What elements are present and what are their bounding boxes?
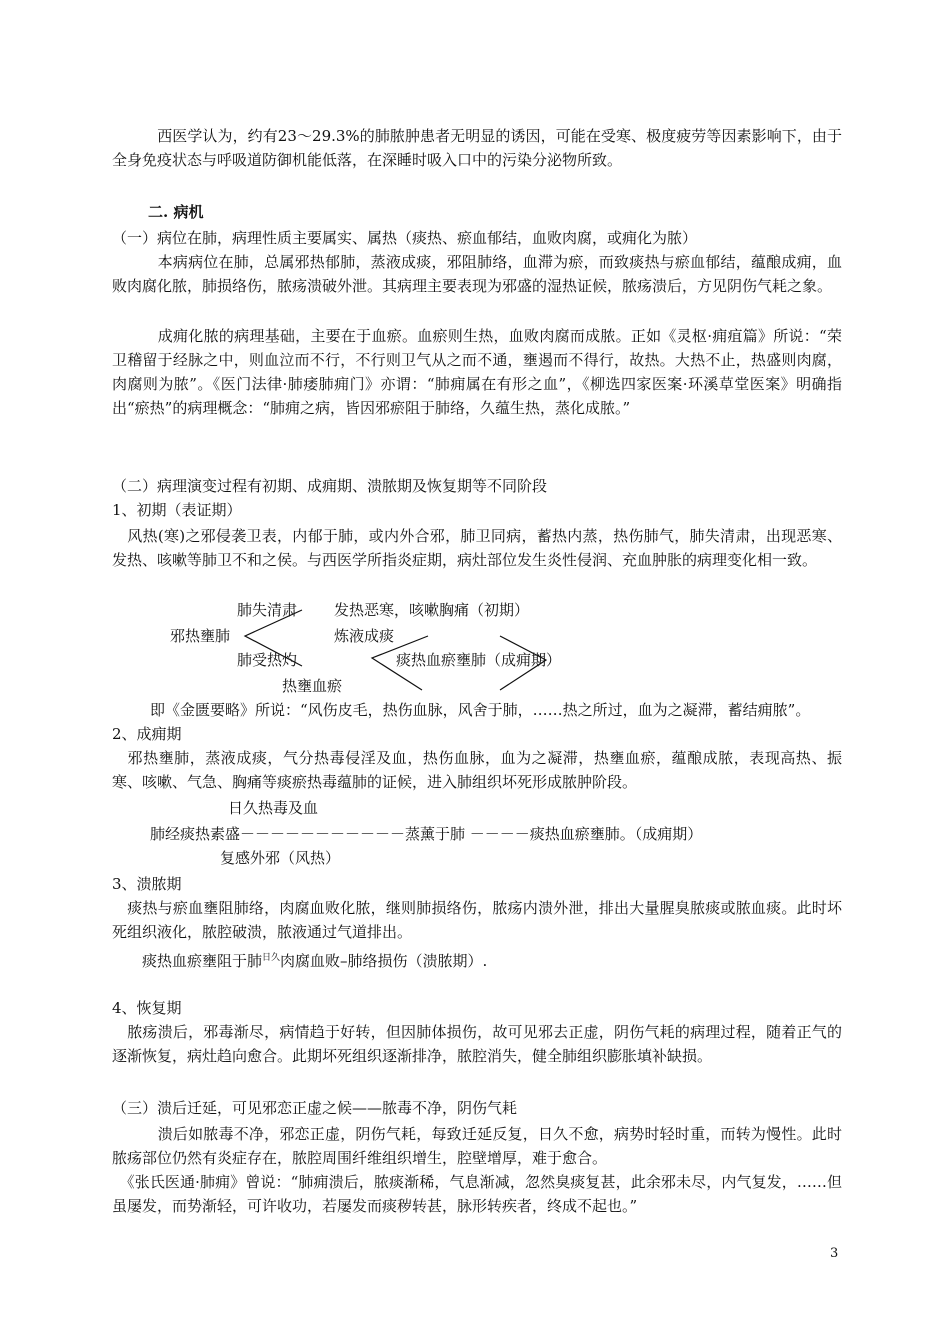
subsection-2-title: （二）病理演变过程有初期、成痈期、溃脓期及恢复期等不同阶段 (112, 477, 548, 495)
subsection-3-title: （三）溃后迁延，可见邪恋正虚之候——脓毒不净，阴伤气耗 (112, 1099, 518, 1117)
diagram1-lower: 肺受热灼 (237, 651, 298, 669)
subsection-3-para-1: 溃后如脓毒不净，邪恋正虚，阴伤气耗，每致迁延反复，日久不愈，病势时轻时重，而转为慢性。此时脓疡部位仍然有炎症存在，脓腔周围纤维组织增生，腔壁增厚，难于愈合。 (112, 1125, 842, 1167)
heading-pathogenesis: 二. 病机 (148, 203, 204, 221)
diagram1-mid: 炼液成痰 (334, 627, 395, 645)
stage-4-title: 4、恢复期 (112, 999, 182, 1017)
diagram1-upper-result: 发热恶寒，咳嗽胸痛（初期） (334, 601, 530, 619)
subsection-3-para-2: 《张氏医通·肺痈》曾说：“肺痈溃后，脓痰渐稀，气息渐减，忽然臭痰复甚，此余邪未尽，内气复发，……但虽屡发，而势渐轻，可许收功，若屡发而痰秽转甚，脉形转疾者，终成不起也。” (112, 1173, 842, 1215)
stage-1-quote: 即《金匮要略》所说：“风伤皮毛，热伤血脉，风舍于肺，……热之所过，血为之凝滞，蓄结痈脓”。 (150, 701, 811, 719)
stage-3-para: 痰热与瘀血壅阻肺络，肉腐血败化脓，继则肺损络伤，脓疡内溃外泄，排出大量腥臭脓痰或脓血痰。此时坏死组织液化，脓腔破溃，脓液通过气道排出。 (112, 899, 842, 941)
stage-2-para: 邪热壅肺，蒸液成痰，气分热毒侵淫及血，热伤血脉，血为之凝滞，热壅血瘀，蕴酿成脓，表现高热、振寒、咳嗽、气急、胸痛等痰瘀热毒蕴肺的证候，进入肺组织坏死形成脓肿阶段。 (112, 749, 842, 791)
stage-2-title: 2、成痈期 (112, 725, 182, 743)
stage-3-title: 3、溃脓期 (112, 875, 182, 893)
stage-1-title: 1、初期（表证期） (112, 501, 242, 519)
diagram2-top: 日久热毒及血 (228, 799, 319, 817)
stage-3-flow-end: 肉腐血败–肺络损伤（溃脓期）. (280, 952, 488, 970)
diagram1-bottom: 热壅血瘀 (282, 677, 343, 695)
diagram2-bottom: 复感外邪（风热） (220, 849, 341, 867)
stage-3-flow (112, 946, 487, 973)
diagram2-line: 肺经痰热素盛－－－－－－－－－－－蒸薰于肺 －－－－痰热血瘀壅肺。（成痈期） (150, 825, 703, 843)
diagram1-mid-result: 痰热血瘀壅肺（成痈期） (396, 651, 562, 669)
subsection-1-title: （一）病位在肺，病理性质主要属实、属热（痰热、瘀血郁结，血败肉腐，或痈化为脓） (112, 229, 698, 247)
stage-4-para: 脓疡溃后，邪毒渐尽，病情趋于好转，但因肺体损伤，故可见邪去正虚，阴伤气耗的病理过程，随着正气的逐渐恢复，病灶趋向愈合。此期坏死组织逐渐排净，脓腔消失，健全肺组织膨胀填补缺损。 (112, 1023, 842, 1065)
stage-3-flow-sup: 日久 (262, 953, 281, 963)
stage-3-flow-start: 痰热血瘀壅阻于肺 (112, 952, 263, 970)
subsection-1-para-1: 本病病位在肺，总属邪热郁肺，蒸液成痰，邪阻肺络，血滞为瘀，而致痰热与瘀血郁结，蕴酿成痈，血败肉腐化脓，肺损络伤，脓疡溃破外泄。其病理主要表现为邪盛的湿热证候，脓疡溃后，方见阴伤气耗之象。 (112, 253, 842, 295)
subsection-1-para-2: 成痈化脓的病理基础，主要在于血瘀。血瘀则生热，血败肉腐而成脓。正如《灵枢·痈疽篇》所说：“荣卫稽留于经脉之中，则血泣而不行，不行则卫气从之而不通，壅遏而不得行，故热。大热不止，热盛则肉腐，肉腐则为脓”。《医门法律·肺痿肺痈门》亦谓：“肺痈属在有形之血”，《柳选四家医案·环溪草堂医案》明确指出“瘀热”的病理概念：“肺痈之病，皆因邪瘀阻于肺络，久蕴生热，蒸化成脓。” (112, 327, 842, 417)
page-number: 3 (830, 1246, 839, 1261)
diagram1-root: 邪热壅肺 (170, 627, 231, 645)
para-western-medicine: 西医学认为，约有23～29.3%的肺脓肿患者无明显的诱因，可能在受寒、极度疲劳等因素影响下，由于全身免疫状态与呼吸道防御机能低落，在深睡时吸入口中的污染分泌物所致。 (112, 127, 842, 169)
diagram1-upper: 肺失清肃 (237, 601, 298, 619)
stage-1-para: 风热(寒)之邪侵袭卫表，内郁于肺，或内外合邪，肺卫同病，蓄热内蒸，热伤肺气，肺失清肃，出现恶寒、发热、咳嗽等肺卫不和之侯。与西医学所指炎症期，病灶部位发生炎性侵润、充血肿胀的病理变化相一致。 (112, 527, 842, 569)
